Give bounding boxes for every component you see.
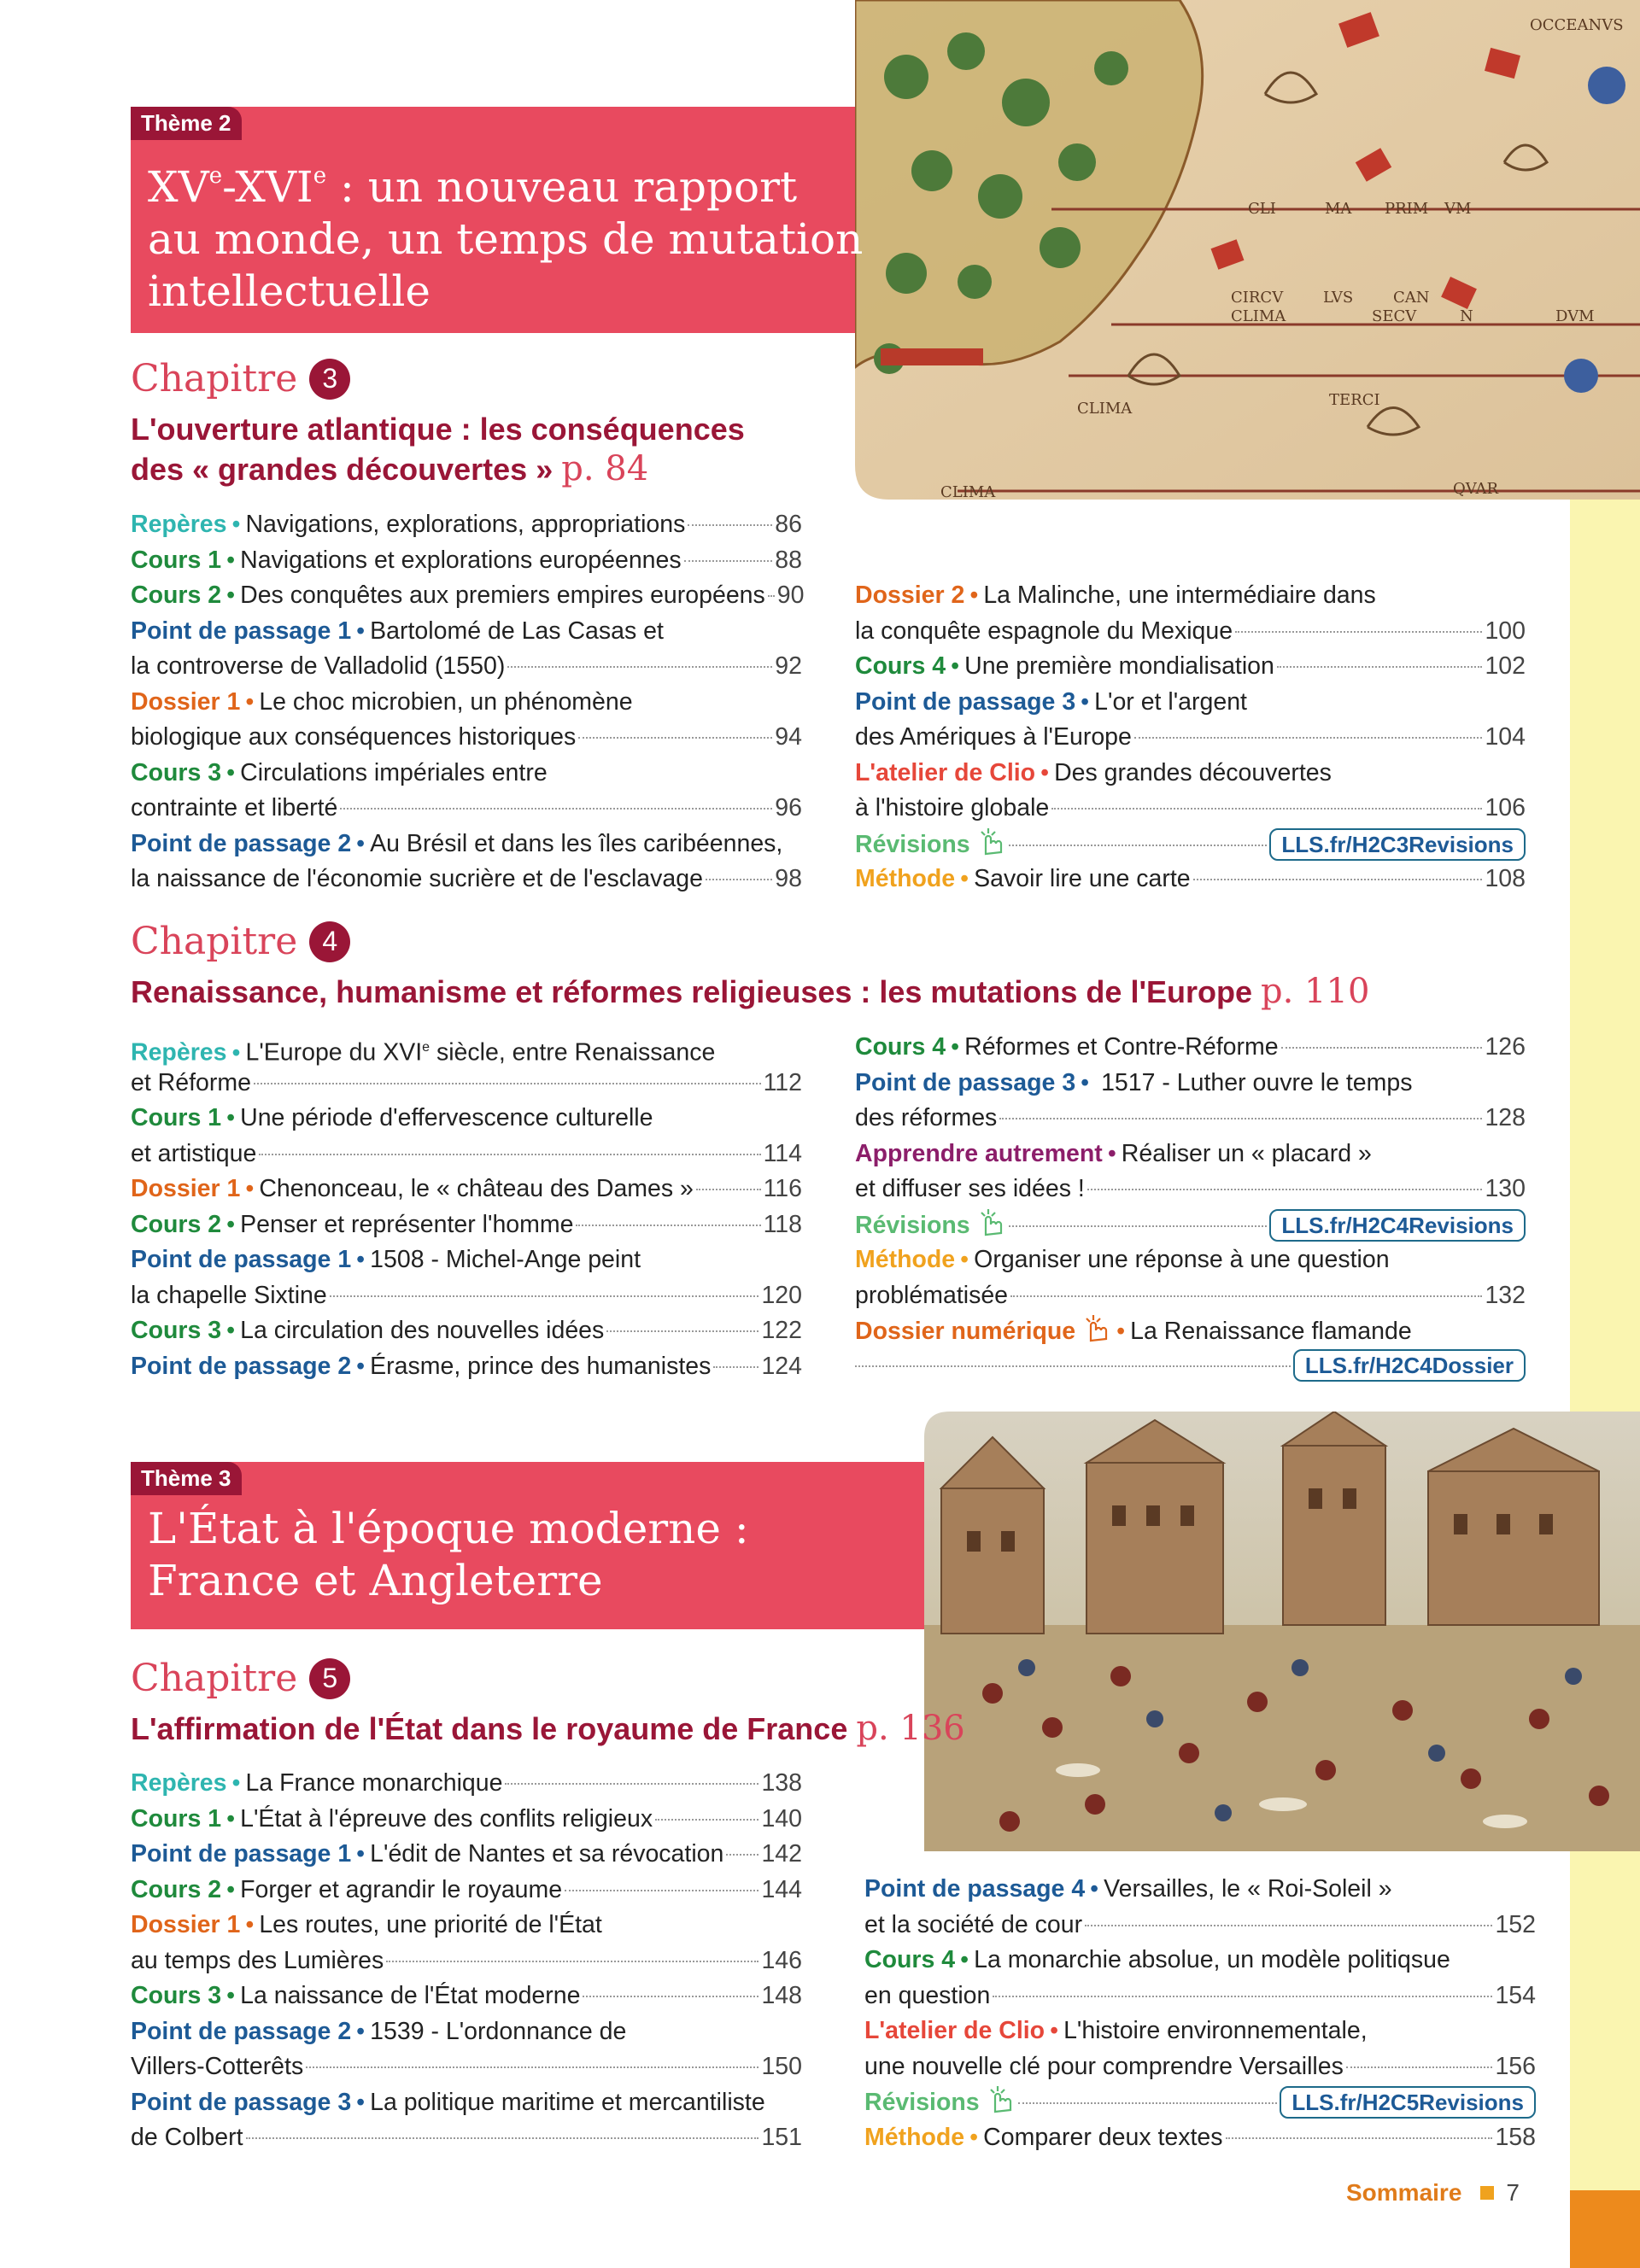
toc-entry-revisions[interactable]: Révisions LLS.fr/H2C3Revisions — [855, 827, 1526, 862]
toc-entry-cont[interactable]: et diffuser ses idées ! 130 — [855, 1175, 1526, 1202]
map-label-secv: SECV — [1372, 307, 1417, 325]
toc-entry-cont[interactable]: et artistique 114 — [131, 1139, 802, 1167]
toc-entry[interactable]: Point de passage 2 • Au Brésil et dans les îles caribéennes, — [131, 829, 783, 857]
map-label-terci: TERCI — [1329, 391, 1380, 409]
page-number: 7 — [1506, 2179, 1520, 2206]
toc-entry[interactable]: Repères • La France monarchique 138 — [131, 1769, 802, 1797]
toc-entry[interactable]: Repères • Navigations, explorations, appropriations 86 — [131, 511, 802, 538]
map-label-occeanvs: OCCEANVS — [1530, 16, 1624, 34]
chapter3-heading: Chapitre 3 — [131, 357, 350, 400]
chapter3-toc-left — [131, 507, 805, 897]
toc-entry[interactable]: L'atelier de Clio • Des grandes découvertes — [855, 758, 1332, 786]
toc-entry[interactable]: Cours 4 • Une première mondialisation 102 — [855, 652, 1526, 680]
side-stripe-yellow — [1570, 500, 1640, 2268]
pointing-hand-icon — [987, 2084, 1016, 2113]
massacre-painting-image — [924, 1412, 1640, 1851]
chapter3-toc-right — [855, 578, 1526, 897]
chapter3-page: p. 84 — [561, 449, 649, 488]
pointing-hand-icon — [977, 827, 1006, 856]
chapter5-toc-right — [864, 1872, 1536, 2155]
toc-entry-cont[interactable]: biologique aux conséquences historiques 94 — [131, 723, 802, 751]
toc-entry[interactable]: Point de passage 4 • Versailles, le « Roi-Soleil » — [864, 1875, 1392, 1903]
toc-entry-cont[interactable]: la naissance de l'économie sucrière et de l'esclavage 98 — [131, 865, 802, 892]
toc-entry[interactable]: Cours 3 • La naissance de l'État moderne 148 — [131, 1982, 802, 2009]
map-label-lvs: LVS — [1323, 289, 1354, 307]
toc-entry[interactable]: Dossier 1 • Les routes, une priorité de l'État — [131, 1911, 602, 1938]
chapter4-toc-left — [131, 1030, 802, 1384]
toc-entry-cont[interactable]: Villers-Cotterêts 150 — [131, 2053, 802, 2080]
toc-entry-cont[interactable]: des Amériques à l'Europe 104 — [855, 723, 1526, 751]
atlas-map-image — [855, 0, 1640, 500]
chapter4-heading: Chapitre 4 — [131, 920, 350, 963]
toc-entry[interactable]: Dossier 1 • Le choc microbien, un phénomène — [131, 687, 633, 716]
toc-entry[interactable]: Point de passage 2 • 1539 - L'ordonnance de — [131, 2017, 627, 2045]
toc-entry[interactable]: Point de passage 2 • Érasme, prince des humanistes 124 — [131, 1352, 802, 1380]
chapter5-title: L'affirmation de l'État dans le royaume de France p. 136 — [131, 1709, 965, 1748]
map-label-circv: CIRCV — [1231, 289, 1284, 307]
toc-entry[interactable]: Méthode • Comparer deux textes 158 — [864, 2123, 1536, 2151]
toc-entry[interactable]: Cours 1 • Navigations et explorations européennes 88 — [131, 546, 802, 574]
page-footer — [1346, 2179, 1520, 2207]
chapter3-number: 3 — [309, 359, 350, 400]
theme3-title: L'État à l'époque moderne : France et Angleterre — [148, 1504, 749, 1605]
chapter5-page: p. 136 — [856, 1709, 965, 1748]
toc-entry-cont[interactable]: des réformes 128 — [855, 1104, 1526, 1131]
chapter3-title: L'ouverture atlantique : les conséquences des « grandes découvertes » p. 84 — [131, 412, 745, 488]
toc-entry[interactable]: Cours 1 • Une période d'effervescence culturelle — [131, 1104, 653, 1131]
toc-entry[interactable]: Dossier 1 • Chenonceau, le « château des Dames » 116 — [131, 1175, 802, 1202]
map-label-qvar: QVAR — [1453, 480, 1499, 498]
theme3-tab: Thème 3 — [131, 1462, 242, 1495]
toc-entry-revisions[interactable]: Révisions LLS.fr/H2C4Revisions — [855, 1207, 1526, 1243]
toc-entry[interactable]: Dossier 2 • La Malinche, une intermédiaire dans — [855, 582, 1376, 609]
toc-entry[interactable]: Cours 1 • L'État à l'épreuve des conflits religieux 140 — [131, 1804, 802, 1833]
toc-entry[interactable]: Repères • L'Europe du XVIe siècle, entre Renaissance — [131, 1038, 716, 1067]
dossier-link[interactable]: LLS.fr/H2C4Dossier — [1293, 1349, 1526, 1382]
chapter4-title: Renaissance, humanisme et réformes religieuses : les mutations de l'Europe p. 110 — [131, 972, 1370, 1011]
side-block-orange — [1570, 2190, 1640, 2268]
chapter5-toc-left — [131, 1766, 802, 2156]
toc-entry-cont[interactable]: et Réforme 112 — [131, 1068, 802, 1096]
map-label-n: N — [1460, 307, 1473, 325]
toc-entry[interactable]: Point de passage 1 • L'édit de Nantes et sa révocation 142 — [131, 1840, 802, 1868]
toc-entry[interactable]: Dossier numérique • La Renaissance flamande — [855, 1313, 1526, 1349]
toc-entry[interactable]: Point de passage 3 • 1517 - Luther ouvre le temps — [855, 1068, 1413, 1096]
revisions-link[interactable]: LLS.fr/H2C3Revisions — [1269, 828, 1526, 861]
chapter4-toc-right — [855, 1030, 1526, 1384]
chapter4-number: 4 — [309, 921, 350, 962]
toc-entry-cont[interactable]: la conquête espagnole du Mexique 100 — [855, 617, 1526, 645]
chapter5-number: 5 — [309, 1658, 350, 1699]
toc-entry-cont[interactable]: une nouvelle clé pour comprendre Versailles 156 — [864, 2052, 1536, 2080]
revisions-link[interactable]: LLS.fr/H2C4Revisions — [1269, 1209, 1526, 1242]
toc-entry-cont[interactable]: problématisée 132 — [855, 1281, 1526, 1309]
pointing-hand-icon — [977, 1207, 1006, 1236]
toc-entry[interactable]: Cours 2 • Des conquêtes aux premiers empires européens 90 — [131, 582, 805, 609]
map-label-cli: CLI — [1248, 200, 1276, 218]
toc-entry-cont[interactable]: la controverse de Valladolid (1550) 92 — [131, 652, 802, 680]
map-label-can: CAN — [1393, 289, 1430, 307]
toc-entry[interactable]: Méthode • Savoir lire une carte 108 — [855, 865, 1526, 892]
pointing-hand-icon — [1082, 1313, 1111, 1342]
toc-entry-cont[interactable]: à l'histoire globale 106 — [855, 794, 1526, 821]
map-label-vm: VM — [1444, 200, 1472, 218]
toc-entry-cont[interactable]: au temps des Lumières 146 — [131, 1946, 802, 1974]
toc-entry-link-row — [855, 1349, 1526, 1385]
map-label-clima-3: CLIMA — [940, 483, 996, 500]
footer-square-icon — [1480, 2186, 1494, 2200]
map-label-clima-2: CLIMA — [1077, 400, 1133, 418]
map-label-prim: PRIM — [1385, 200, 1429, 218]
map-label-clima-1: CLIMA — [1231, 307, 1286, 325]
toc-entry-revisions[interactable]: Révisions LLS.fr/H2C5Revisions — [864, 2084, 1536, 2120]
toc-entry[interactable]: Cours 2 • Penser et représenter l'homme 118 — [131, 1210, 802, 1238]
theme2-title: XVe-XVIe : un nouveau rapport au monde, un temps de mutation intellectuelle — [148, 162, 864, 316]
toc-entry[interactable]: Point de passage 1 • 1508 - Michel-Ange peint — [131, 1246, 641, 1273]
revisions-link[interactable]: LLS.fr/H2C5Revisions — [1280, 2086, 1536, 2119]
toc-entry-cont[interactable]: la chapelle Sixtine 120 — [131, 1281, 802, 1309]
toc-entry[interactable]: Cours 2 • Forger et agrandir le royaume 144 — [131, 1875, 802, 1903]
toc-entry[interactable]: L'atelier de Clio • L'histoire environnementale, — [864, 2017, 1368, 2044]
toc-entry[interactable]: Apprendre autrement • Réaliser un « placard » — [855, 1139, 1372, 1167]
toc-entry[interactable]: Point de passage 1 • Bartolomé de Las Casas et — [131, 617, 664, 645]
toc-entry[interactable]: Cours 3 • La circulation des nouvelles idées 122 — [131, 1317, 802, 1344]
theme2-tab: Thème 2 — [131, 107, 242, 140]
toc-entry[interactable]: Méthode • Organiser une réponse à une question — [855, 1246, 1390, 1273]
footer-sommaire-label[interactable]: Sommaire — [1346, 2179, 1462, 2206]
map-label-ma: MA — [1325, 200, 1352, 218]
chapter5-heading: Chapitre 5 — [131, 1657, 350, 1700]
map-label-dvm: DVM — [1555, 307, 1595, 325]
chapter4-page: p. 110 — [1261, 972, 1370, 1011]
toc-entry[interactable]: Cours 4 • Réformes et Contre-Réforme 126 — [855, 1033, 1526, 1061]
toc-entry-cont[interactable]: en question 154 — [864, 1981, 1536, 2009]
toc-entry-cont[interactable]: contrainte et liberté 96 — [131, 794, 802, 821]
toc-entry[interactable]: Cours 3 • Circulations impériales entre — [131, 758, 548, 786]
toc-entry[interactable]: Point de passage 3 • L'or et l'argent — [855, 687, 1247, 716]
toc-entry-cont[interactable]: et la société de cour 152 — [864, 1910, 1536, 1938]
toc-entry-cont[interactable]: de Colbert 151 — [131, 2124, 802, 2151]
toc-entry[interactable]: Point de passage 3 • La politique maritime et mercantiliste — [131, 2088, 765, 2116]
toc-entry[interactable]: Cours 4 • La monarchie absolue, un modèle politiqsue — [864, 1946, 1450, 1973]
